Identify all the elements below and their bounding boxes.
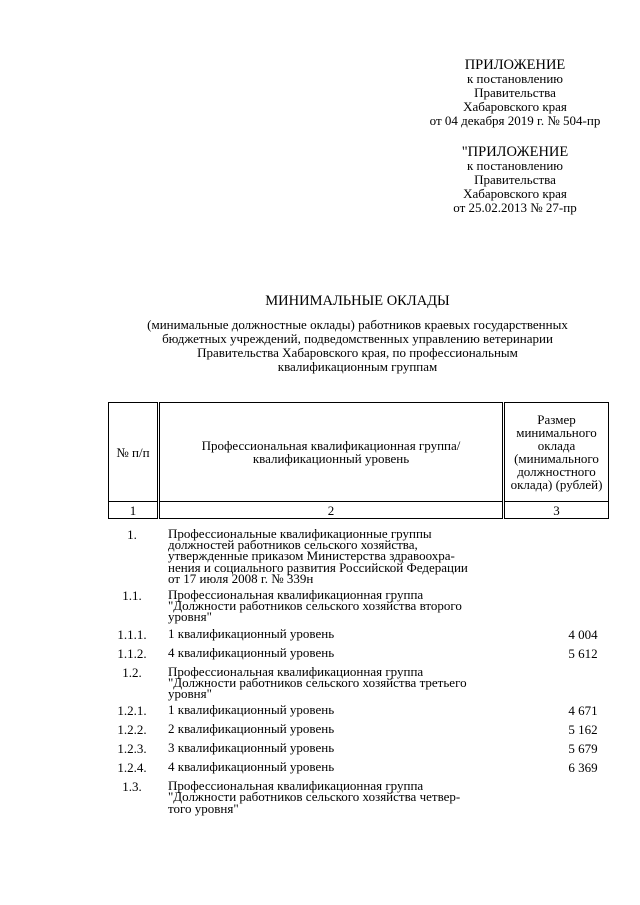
subtitle-line: (минимальные должностные оклады) работников краевых государственных (147, 317, 568, 332)
row-name (156, 589, 548, 623)
row-number: 1.2. (122, 664, 142, 680)
table-row (108, 528, 608, 584)
appendix-line: Правительства (474, 172, 556, 187)
appendix-block-current (380, 58, 640, 128)
row-number: 1.1. (122, 588, 142, 604)
row-name (156, 780, 548, 814)
subtitle-line: Правительства Хабаровского края, по профессиональным (197, 345, 518, 360)
row-name-line: уровня" (168, 686, 212, 702)
row-name-line: "Должности работников сельского хозяйства второго (168, 598, 462, 614)
row-name (156, 761, 548, 773)
row-name-line: 4 квалификационный уровень (168, 759, 335, 775)
row-name-line: уровня" (168, 609, 212, 625)
appendix-line: от 25.02.2013 № 27-пр (453, 200, 577, 215)
row-name-line: нения и социального развития Российской Федерации (168, 559, 468, 575)
row-number: 1. (127, 527, 137, 542)
table-row (108, 723, 608, 737)
row-name (156, 663, 548, 702)
table-row (108, 625, 608, 642)
row-number: 1.2.4. (117, 760, 147, 776)
subtitle-line: квалификационным группам (277, 359, 438, 374)
col-group-header: Профессиональная квалификационная группа/ квалификационный уровень (159, 403, 504, 502)
row-name-line: Профессиональная квалификационная группа (168, 587, 424, 603)
row-name-line: должностей работников сельского хозяйства, (168, 537, 418, 553)
row-salary: 6 369 (568, 760, 598, 776)
subtitle-line: бюджетных учреждений, подведомственных управлению ветеринарии (162, 331, 553, 346)
row-name (156, 723, 548, 735)
row-salary: 5 612 (568, 645, 598, 661)
appendix-line: от 04 декабря 2019 г. № 504-пр (429, 113, 601, 128)
row-name-line: 4 квалификационный уровень (168, 644, 335, 660)
col-number-header: № п/п (109, 403, 159, 502)
appendix-line: Правительства (474, 85, 556, 100)
row-name (156, 528, 548, 584)
row-number: 1.1.1. (117, 626, 147, 642)
col-salary-header: Размер минимального оклада (минимального должностного оклада) (рублей) (504, 403, 609, 502)
row-salary: 5 679 (568, 741, 598, 757)
row-name-line: 1 квалификационный уровень (168, 702, 335, 718)
row-name-line: от 17 июля 2008 г. № 339н (168, 570, 314, 586)
row-name-line: утвержденные приказом Министерства здравоохра- (168, 548, 455, 564)
col-index: 2 (159, 502, 504, 519)
row-name-line: Профессиональная квалификационная группа (168, 663, 424, 679)
table-row (108, 780, 608, 814)
row-name (156, 742, 548, 754)
row-salary: 4 671 (568, 703, 598, 719)
row-name-line: 2 квалификационный уровень (168, 721, 335, 737)
row-name-line: Профессиональная квалификационная группа (168, 778, 424, 794)
appendix-line: к постановлению (466, 158, 564, 173)
document-title: МИНИМАЛЬНЫЕ ОКЛАДЫ (265, 293, 450, 309)
appendix-line: к постановлению (466, 71, 564, 86)
row-name-line: "Должности работников сельского хозяйства четвер- (168, 789, 461, 805)
row-number: 1.2.3. (117, 741, 147, 757)
appendix-heading: ПРИЛОЖЕНИЕ (464, 57, 566, 73)
row-name-line: 3 квалификационный уровень (168, 740, 335, 756)
row-name (156, 704, 548, 716)
col-index: 1 (109, 502, 159, 519)
row-number: 1.1.2. (117, 645, 147, 661)
row-salary: 4 004 (568, 626, 598, 642)
row-name (156, 625, 548, 641)
row-name-line: "Должности работников сельского хозяйства третьего (168, 674, 467, 690)
appendix-line: Хабаровского края (463, 186, 567, 201)
appendix-block-original (380, 145, 640, 215)
table-row (108, 644, 608, 661)
table-row (108, 742, 608, 756)
row-number: 1.2.2. (117, 722, 147, 738)
col-index: 3 (504, 502, 609, 519)
row-number: 1.2.1. (117, 703, 147, 719)
appendix-heading: "ПРИЛОЖЕНИЕ (461, 144, 569, 160)
table-row (108, 589, 608, 623)
salary-table-body (108, 528, 608, 819)
table-row (108, 761, 608, 775)
row-salary: 5 162 (568, 722, 598, 738)
row-name-line: 1 квалификационный уровень (168, 625, 335, 641)
document-subtitle (0, 318, 640, 374)
appendix-line: Хабаровского края (463, 99, 567, 114)
row-name (156, 644, 548, 660)
table-row (108, 704, 608, 718)
salary-table-header (108, 402, 609, 519)
row-name-line: того уровня" (168, 800, 239, 816)
row-name-line: Профессиональные квалификационные группы (168, 526, 432, 541)
row-number: 1.3. (122, 779, 142, 795)
table-row (108, 663, 608, 702)
